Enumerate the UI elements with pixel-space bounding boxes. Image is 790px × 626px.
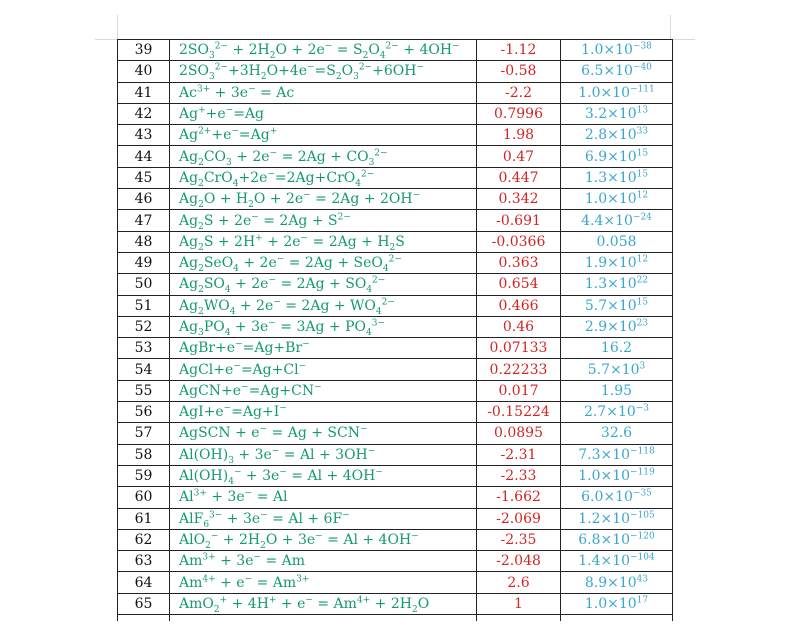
row-number-cell: 40: [118, 61, 170, 82]
electrode-potential-table: [117, 39, 673, 621]
row-number-cell: 58: [118, 444, 170, 465]
table-row: [118, 444, 673, 465]
row-number-cell: 42: [118, 103, 170, 124]
equilibrium-constant-cell: $6.8\times 10^{-120}$: [561, 529, 673, 550]
equilibrium-constant-cell: $5.7\times 10^3$: [561, 359, 673, 380]
table-row: [118, 359, 673, 380]
row-number-cell: 47: [118, 210, 170, 231]
row-number-cell: 46: [118, 189, 170, 210]
standard-potential-cell: -0.0366: [477, 231, 561, 252]
equilibrium-constant-cell: $1.3\times 10^{15}$: [561, 167, 673, 188]
standard-potential-cell: 0.7996: [477, 103, 561, 124]
table-row: [118, 402, 673, 423]
standard-potential-cell: 0.07133: [477, 338, 561, 359]
table-row: [118, 295, 673, 316]
equilibrium-constant-cell: $6.5\times 10^{-40}$: [561, 61, 673, 82]
table-row: [118, 465, 673, 486]
row-number-cell: 63: [118, 551, 170, 572]
table-row: [118, 210, 673, 231]
reaction-cell: $Ag_2SO_4 + 2e^- = 2Ag + SO_4^{2-}$: [170, 274, 477, 295]
equilibrium-constant-cell: $2.8\times 10^{33}$: [561, 125, 673, 146]
reaction-cell: $2SO_3^{2-} + 2H_2O + 2e^- = S_2O_4^{2-} + 4OH^-$: [170, 40, 477, 61]
partial-cell: [170, 615, 477, 622]
reaction-cell: $Ag_2WO_4 + 2e^- = 2Ag + WO_4^{2-}$: [170, 295, 477, 316]
standard-potential-cell: 0.654: [477, 274, 561, 295]
reaction-cell: $Ag_2O + H_2O + 2e^- = 2Ag + 2OH^-$: [170, 189, 477, 210]
reaction-cell: $2SO_3^{2-}+3H_2O+4e^-=S_2O_3^{2-}+6OH^-$: [170, 61, 477, 82]
reaction-cell: AgCl+e−=Ag+Cl−: [170, 359, 477, 380]
standard-potential-cell: 0.466: [477, 295, 561, 316]
row-number-cell: 59: [118, 465, 170, 486]
standard-potential-cell: -2.35: [477, 529, 561, 550]
standard-potential-cell: -2.048: [477, 551, 561, 572]
standard-potential-cell: -0.691: [477, 210, 561, 231]
standard-potential-cell: -2.069: [477, 508, 561, 529]
equilibrium-constant-cell: $1.4\times 10^{-104}$: [561, 551, 673, 572]
row-number-cell: 55: [118, 380, 170, 401]
reaction-cell: AgSCN + e− = Ag + SCN−: [170, 423, 477, 444]
standard-potential-cell: 0.0895: [477, 423, 561, 444]
table-row: [118, 338, 673, 359]
standard-potential-cell: 0.447: [477, 167, 561, 188]
table-row: [118, 529, 673, 550]
row-number-cell: 51: [118, 295, 170, 316]
row-number-cell: 56: [118, 402, 170, 423]
row-number-cell: 44: [118, 146, 170, 167]
table-row: [118, 572, 673, 593]
reaction-cell: AgCN+e−=Ag+CN−: [170, 380, 477, 401]
row-number-cell: 60: [118, 487, 170, 508]
reaction-cell: $Ag^{2+}+e^-=Ag^+$: [170, 125, 477, 146]
equilibrium-constant-cell: $8.9\times 10^{43}$: [561, 572, 673, 593]
row-number-cell: 54: [118, 359, 170, 380]
standard-potential-cell: -2.2: [477, 82, 561, 103]
table-row-partial: [118, 615, 673, 622]
equilibrium-constant-cell: $1.3\times 10^{22}$: [561, 274, 673, 295]
equilibrium-constant-cell: $7.3\times 10^{-118}$: [561, 444, 673, 465]
table-row: [118, 125, 673, 146]
equilibrium-constant-cell: $2.9\times 10^{23}$: [561, 316, 673, 337]
row-number-cell: 62: [118, 529, 170, 550]
equilibrium-constant-cell: $5.7\times 10^{15}$: [561, 295, 673, 316]
row-number-cell: 45: [118, 167, 170, 188]
equilibrium-constant-cell: $6.9\times 10^{15}$: [561, 146, 673, 167]
reaction-cell: $Al(OH)_4^- + 3e^- = Al + 4OH^-$: [170, 465, 477, 486]
equilibrium-constant-cell: $1.0\times 10^{-119}$: [561, 465, 673, 486]
table-row: [118, 252, 673, 273]
table-row: [118, 508, 673, 529]
reaction-cell: $AlO_2^- + 2H_2O + 3e^- = Al + 4OH^-$: [170, 529, 477, 550]
table-row: [118, 593, 673, 614]
reaction-cell: $Am^{4+} + e^- = Am^{3+}$: [170, 572, 477, 593]
standard-potential-cell: 0.017: [477, 380, 561, 401]
equilibrium-constant-cell: $2.7\times 10^{-3}$: [561, 402, 673, 423]
standard-potential-cell: 1: [477, 593, 561, 614]
table-row: [118, 167, 673, 188]
reaction-cell: AgBr+e−=Ag+Br−: [170, 338, 477, 359]
table-body: [118, 40, 673, 622]
row-number-cell: 52: [118, 316, 170, 337]
reaction-cell: $Al(OH)_3 + 3e^- = Al + 3OH^-$: [170, 444, 477, 465]
standard-potential-cell: -1.12: [477, 40, 561, 61]
equilibrium-constant-cell: $3.2\times 10^{13}$: [561, 103, 673, 124]
table-row: [118, 40, 673, 61]
standard-potential-cell: 0.342: [477, 189, 561, 210]
standard-potential-cell: 0.47: [477, 146, 561, 167]
equilibrium-constant-cell: $1.9\times 10^{12}$: [561, 252, 673, 273]
partial-cell: [118, 615, 170, 622]
table-row: [118, 380, 673, 401]
row-number-cell: 53: [118, 338, 170, 359]
reaction-cell: AgI+e−=Ag+I−: [170, 402, 477, 423]
table-row: [118, 61, 673, 82]
equilibrium-constant-cell: 0.058: [561, 231, 673, 252]
reaction-cell: $Ag_2CrO_4+2e^-=2Ag+CrO_4^{2-}$: [170, 167, 477, 188]
reaction-cell: Ag++e−=Ag: [170, 103, 477, 124]
row-number-cell: 50: [118, 274, 170, 295]
equilibrium-constant-cell: 1.95: [561, 380, 673, 401]
partial-cell: [477, 615, 561, 622]
row-number-cell: 41: [118, 82, 170, 103]
equilibrium-constant-cell: $4.4\times 10^{-24}$: [561, 210, 673, 231]
reaction-cell: $Ac^{3+} + 3e^- = Ac$: [170, 82, 477, 103]
standard-potential-cell: -0.15224: [477, 402, 561, 423]
table-row: [118, 82, 673, 103]
reaction-cell: AlF$_6^{3-}$ + 3e− = Al + 6F−: [170, 508, 477, 529]
standard-potential-cell: -1.662: [477, 487, 561, 508]
page-margin-guide-right: [670, 15, 671, 39]
table-row: [118, 231, 673, 252]
page-margin-guide-left: [117, 15, 118, 39]
equilibrium-constant-cell: $6.0\times 10^{-35}$: [561, 487, 673, 508]
standard-potential-cell: 0.22233: [477, 359, 561, 380]
standard-potential-cell: 0.46: [477, 316, 561, 337]
row-number-cell: 57: [118, 423, 170, 444]
table-row: [118, 316, 673, 337]
row-number-cell: 64: [118, 572, 170, 593]
reaction-cell: $Ag_3PO_4 + 3e^- = 3Ag + PO_4^{3-}$: [170, 316, 477, 337]
table-row: [118, 274, 673, 295]
row-number-cell: 39: [118, 40, 170, 61]
reaction-cell: $Ag_2SeO_4 + 2e^- = 2Ag + SeO_4^{2-}$: [170, 252, 477, 273]
standard-potential-cell: 1.98: [477, 125, 561, 146]
standard-potential-cell: -2.33: [477, 465, 561, 486]
reaction-cell: $Am^{3+} + 3e^- = Am$: [170, 551, 477, 572]
partial-cell: [561, 615, 673, 622]
equilibrium-constant-cell: 16.2: [561, 338, 673, 359]
equilibrium-constant-cell: $1.0\times 10^{17}$: [561, 593, 673, 614]
table-row: [118, 551, 673, 572]
equilibrium-constant-cell: $1.0\times 10^{-111}$: [561, 82, 673, 103]
table-row: [118, 423, 673, 444]
reaction-cell: $Ag_2S + 2H^+ + 2e^- = 2Ag + H_2S$: [170, 231, 477, 252]
reaction-cell: $AmO_2^+ + 4H^+ + e^- = Am^{4+} + 2H_2O$: [170, 593, 477, 614]
standard-potential-cell: -0.58: [477, 61, 561, 82]
standard-potential-cell: -2.31: [477, 444, 561, 465]
row-number-cell: 43: [118, 125, 170, 146]
row-number-cell: 61: [118, 508, 170, 529]
table-row: [118, 103, 673, 124]
row-number-cell: 65: [118, 593, 170, 614]
reaction-cell: $Ag_2S + 2e^- = 2Ag + S^{2-}$: [170, 210, 477, 231]
equilibrium-constant-cell: $1.2\times 10^{-105}$: [561, 508, 673, 529]
table-row: [118, 487, 673, 508]
table-row: [118, 189, 673, 210]
row-number-cell: 48: [118, 231, 170, 252]
standard-potential-cell: 2.6: [477, 572, 561, 593]
row-number-cell: 49: [118, 252, 170, 273]
reaction-cell: $Al^{3+} + 3e^- = Al$: [170, 487, 477, 508]
reaction-cell: $Ag_2CO_3 + 2e^- = 2Ag + CO_3^{2-}$: [170, 146, 477, 167]
standard-potential-cell: 0.363: [477, 252, 561, 273]
equilibrium-constant-cell: $1.0\times 10^{-38}$: [561, 40, 673, 61]
equilibrium-constant-cell: $1.0\times 10^{12}$: [561, 189, 673, 210]
table-row: [118, 146, 673, 167]
equilibrium-constant-cell: 32.6: [561, 423, 673, 444]
